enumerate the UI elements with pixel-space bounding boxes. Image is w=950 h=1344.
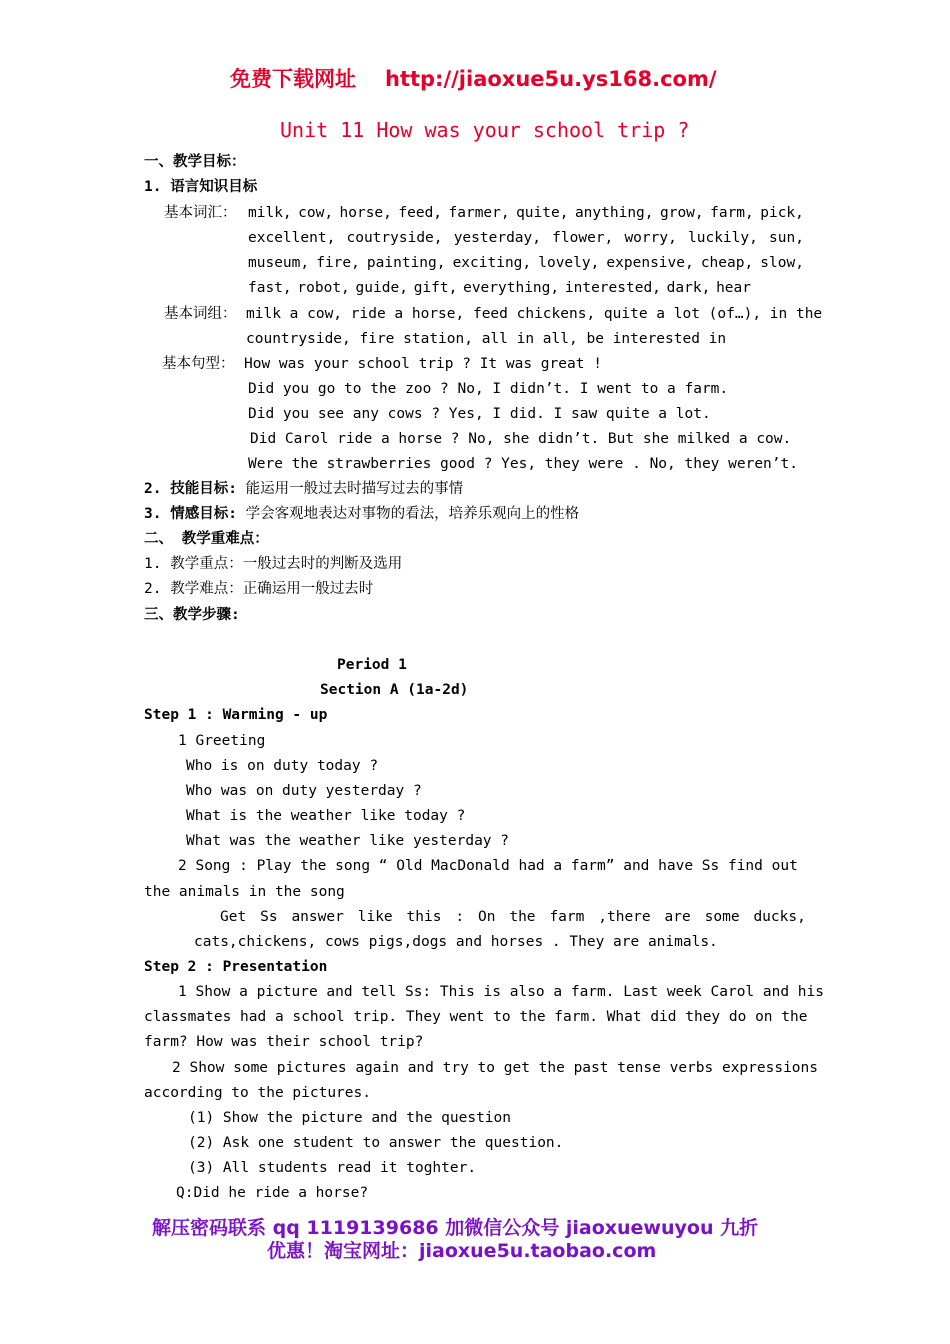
header-label: 免费下载网址 — [230, 67, 356, 91]
phrase-text-1: milk a cow, ride a horse, feed chickens, quite a lot (of…), in the — [246, 306, 823, 322]
steps-heading: 三、教学步骤: — [144, 607, 240, 623]
skill-line — [144, 480, 463, 498]
page-title: Unit 11 How was your school trip ? — [280, 118, 690, 142]
step2-question: Q:Did he ride a horse? — [176, 1185, 369, 1201]
vocab-word: farm, — [710, 205, 754, 221]
vocab-word: lovely, — [538, 255, 600, 271]
answer-word: the — [509, 909, 536, 925]
vocab-word: exciting, — [452, 255, 532, 271]
emotion-text: 学会客观地表达对事物的看法，培养乐观向上的性格 — [236, 506, 580, 522]
vocab-word: pick, — [760, 205, 804, 221]
answer-word: this — [406, 909, 442, 925]
vocab-word: robot, — [297, 280, 350, 296]
vocab-line — [248, 204, 804, 222]
skill-label: 2. 技能目标: — [144, 481, 237, 497]
vocab-word: horse, — [339, 205, 392, 221]
vocab-line — [248, 279, 751, 297]
vocab-word: sun, — [769, 230, 804, 246]
answer-word: Ss — [260, 909, 278, 925]
vocab-word: interested, — [564, 280, 661, 296]
objectives-heading: 一、教学目标： — [144, 154, 246, 170]
sentence-line-1: Did you go to the zoo ? No, I didn’t. I went to a farm. — [248, 381, 729, 397]
vocab-word: slow, — [760, 255, 804, 271]
skill-text: 能运用一般过去时描写过去的事情 — [236, 481, 464, 497]
vocab-word: excellent, — [248, 230, 336, 246]
vocab-word: milk, — [248, 205, 292, 221]
answer-word: some — [704, 909, 740, 925]
answer-word: Get — [220, 909, 247, 925]
answer-word: : — [455, 909, 465, 925]
vocab-word: painting, — [366, 255, 446, 271]
section-title: Section A (1a-2d) — [320, 682, 469, 698]
question-3: What is the weather like today ? — [186, 808, 466, 824]
substep-1: (1) Show the picture and the question — [188, 1110, 512, 1126]
vocab-line — [248, 229, 804, 247]
para2-line-1 — [172, 1059, 819, 1077]
answer-word: On — [477, 909, 496, 925]
step1-heading: Step 1 : Warming - up — [144, 707, 328, 723]
question-1: Who is on duty today ? — [186, 758, 379, 774]
period-title: Period 1 — [337, 657, 407, 673]
knowledge-heading: 1. 语言知识目标 — [144, 179, 258, 195]
vocab-line — [248, 254, 804, 272]
vocab-word: coutryside, — [346, 230, 443, 246]
song-line-1 — [178, 857, 806, 875]
sentence-label: 基本句型： — [162, 356, 235, 372]
vocab-word: cow, — [298, 205, 334, 221]
para2-text-1: 2 Show some pictures again and try to get the past tense verbs expressions — [172, 1060, 819, 1076]
sentence-line-4: Were the strawberries good ? Yes, they were . No, they weren’t. — [248, 456, 798, 472]
vocab-word: anything, — [574, 205, 654, 221]
emotion-line — [144, 505, 579, 523]
para1-text-2: classmates had a school trip. They went to the farm. What did they do on the — [144, 1009, 808, 1025]
answer-word: answer — [291, 909, 344, 925]
vocab-word: cheap, — [700, 255, 754, 271]
answer-word: like — [357, 909, 393, 925]
para1-text-1: 1 Show a picture and tell Ss: This is also a farm. Last week Carol and his — [178, 984, 825, 1000]
vocab-label: 基本词汇： — [164, 205, 237, 221]
substep-2: (2) Ask one student to answer the question. — [188, 1135, 564, 1151]
vocab-word: farmer, — [448, 205, 510, 221]
phrase-line-2: countryside, fire station, all in all, be interested in — [246, 331, 727, 347]
question-2: Who was on duty yesterday ? — [186, 783, 422, 799]
vocab-word: guide, — [355, 280, 408, 296]
question-4: What was the weather like yesterday ? — [186, 833, 510, 849]
vocab-word: expensive, — [606, 255, 694, 271]
sentence-line-2: Did you see any cows ? Yes, I did. I saw quite a lot. — [248, 406, 711, 422]
keypoint-2: 2. 教学难点：正确运用一般过去时 — [144, 581, 374, 597]
keypoint-1: 1. 教学重点：一般过去时的判断及选用 — [144, 556, 403, 572]
answer-line-1 — [220, 908, 806, 926]
keypoints-heading: 二、 教学重难点： — [144, 531, 269, 547]
vocab-word: dark, — [666, 280, 711, 296]
answer-line-2: cats,chickens, cows pigs,dogs and horses . They are animals. — [194, 934, 718, 950]
song-line-2: the animals in the song — [144, 884, 345, 900]
substep-3: (3) All students read it toghter. — [188, 1160, 477, 1176]
song-text-1: 2 Song : Play the song “ Old MacDonald had a farm” and have Ss find out — [178, 858, 798, 874]
vocab-word: flower, — [552, 230, 614, 246]
vocab-word: luckily, — [688, 230, 758, 246]
emotion-label: 3. 情感目标: — [144, 506, 237, 522]
sentence-line-3: Did Carol ride a horse ? No, she didn’t. But she milked a cow. — [250, 431, 792, 447]
vocab-word: worry, — [624, 230, 677, 246]
phrase-line-1 — [246, 305, 823, 323]
vocab-word: everything, — [463, 280, 560, 296]
vocab-word: museum, — [248, 255, 310, 271]
footer-line-1: 解压密码联系 qq 1119139686 加微信公众号 jiaoxuewuyou 九折 — [152, 1217, 759, 1239]
vocab-word: fire, — [316, 255, 360, 271]
sentence-first: How was your school trip ? It was great ! — [244, 356, 602, 372]
answer-word: are — [664, 909, 691, 925]
answer-word: farm — [549, 909, 585, 925]
vocab-word: quite, — [516, 205, 569, 221]
answer-word: ducks, — [753, 909, 806, 925]
vocab-word: fast, — [248, 280, 292, 296]
greeting-label: 1 Greeting — [178, 733, 266, 749]
vocab-word: yesterday, — [453, 230, 541, 246]
vocab-word: feed, — [398, 205, 443, 221]
vocab-word: grow, — [659, 205, 704, 221]
footer-line-2: 优惠！淘宝网址：jiaoxue5u.taobao.com — [267, 1240, 657, 1262]
para1-line-2 — [144, 1008, 806, 1026]
para2-line-2: according to the pictures. — [144, 1085, 371, 1101]
vocab-word: gift, — [413, 280, 458, 296]
step2-heading: Step 2 : Presentation — [144, 959, 328, 975]
header-url[interactable]: http://jiaoxue5u.ys168.com/ — [385, 67, 717, 91]
para1-line-1 — [178, 983, 825, 1001]
vocab-word: hear — [716, 280, 751, 296]
phrase-label: 基本词组： — [164, 306, 237, 322]
answer-word: ,there — [598, 909, 651, 925]
para1-line-3: farm? How was their school trip? — [144, 1034, 424, 1050]
